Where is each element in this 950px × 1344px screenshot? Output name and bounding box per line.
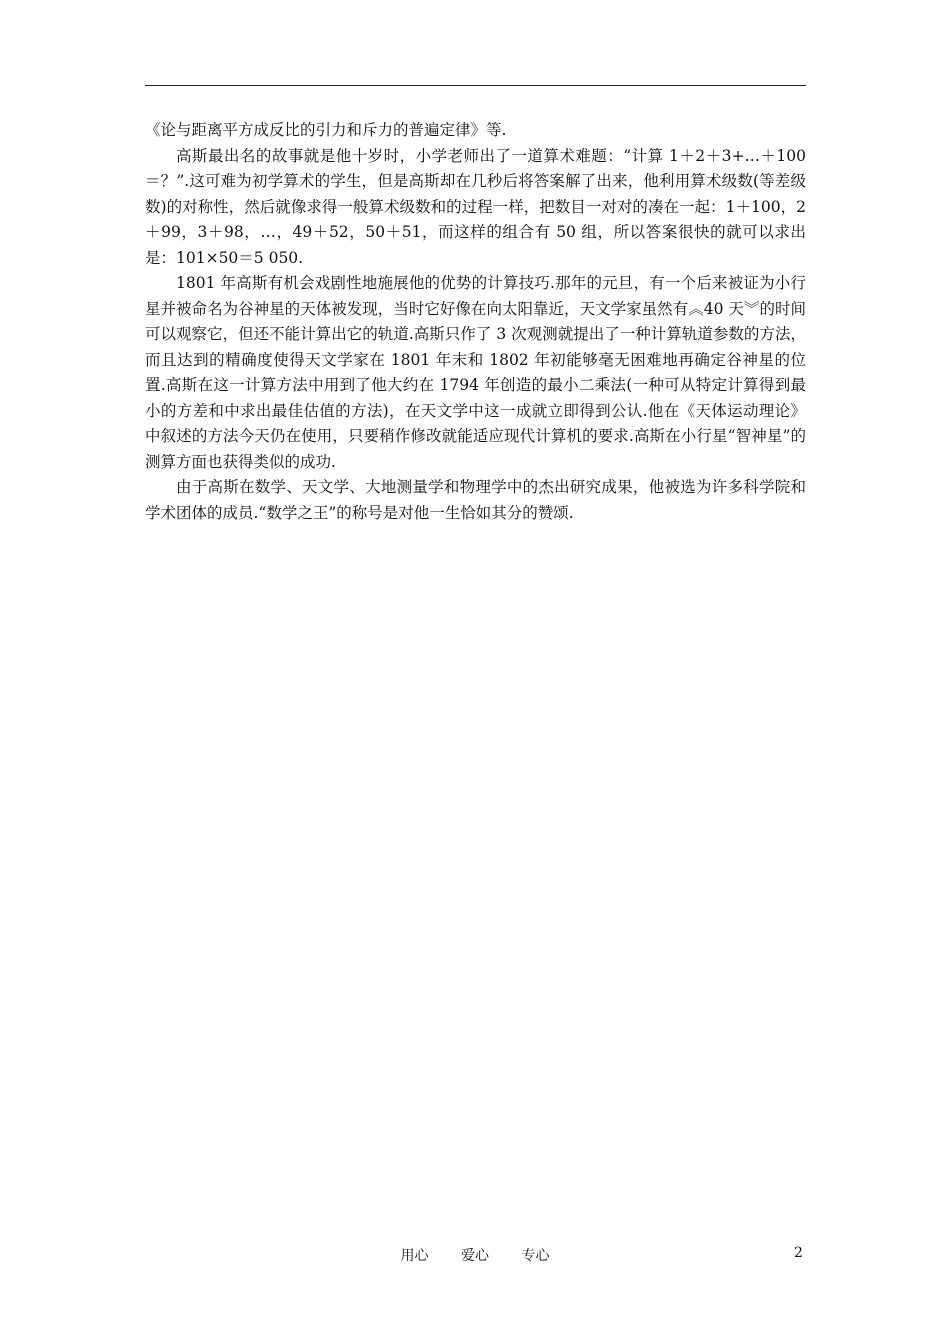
footer-item-3: 专心: [521, 1248, 550, 1264]
paragraph-2: 高斯最出名的故事就是他十岁时，小学老师出了一道算术难题：“计算 1＋2＋3+…＋100＝？”.这可难为初学算术的学生，但是高斯却在几秒后将答案解了出来，他利用算术级数(等差级数)的对称性，然后就像求得一般算术级数和的过程一样，把数目一对对的凑在一起：1＋100，2＋99，3＋98，…，49＋52，50＋51，而这样的组合有 50 组，所以答案很快的就可以求出是：101×50＝5 050.: [145, 146, 806, 267]
footer-item-2: 爱心: [461, 1248, 489, 1264]
footer-motto: [0, 1245, 950, 1265]
footer-item-1: 用心: [400, 1248, 429, 1264]
paragraph-4: 由于高斯在数学、天文学、大地测量学和物理学中的杰出研究成果，他被选为许多科学院和学术团体的成员.“数学之王”的称号是对他一生恰如其分的赞颂.: [145, 478, 806, 522]
header-rule: [145, 85, 806, 86]
document-body: [145, 118, 806, 526]
paragraph-1: 《论与距离平方成反比的引力和斥力的普遍定律》等.: [145, 121, 507, 139]
paragraph-3: 1801 年高斯有机会戏剧性地施展他的优势的计算技巧.那年的元旦，有一个后来被证为小行星并被命名为谷神星的天体被发现，当时它好像在向太阳靠近，天文学家虽然有︽40 天︾的时间可以观察它，但还不能计算出它的轨道.高斯只作了 3 次观测就提出了一种计算轨道参数的方法，而且达到的精确度使得天文学家在 1801 年末和 1802 年初能够毫无困难地再确定谷神星的位置.高斯在这一计算方法中用到了他大约在 1794 年创造的最小二乘法(一种可从特定计算得到最小的方差和中求出最佳估值的方法)，在天文学中这一成就立即得到公认.他在《天体运动理论》中叙述的方法今天仍在使用，只要稍作修改就能适应现代计算机的要求.高斯在小行星“智神星”的测算方面也获得类似的成功.: [145, 274, 806, 471]
page-number: 2: [794, 1245, 803, 1261]
